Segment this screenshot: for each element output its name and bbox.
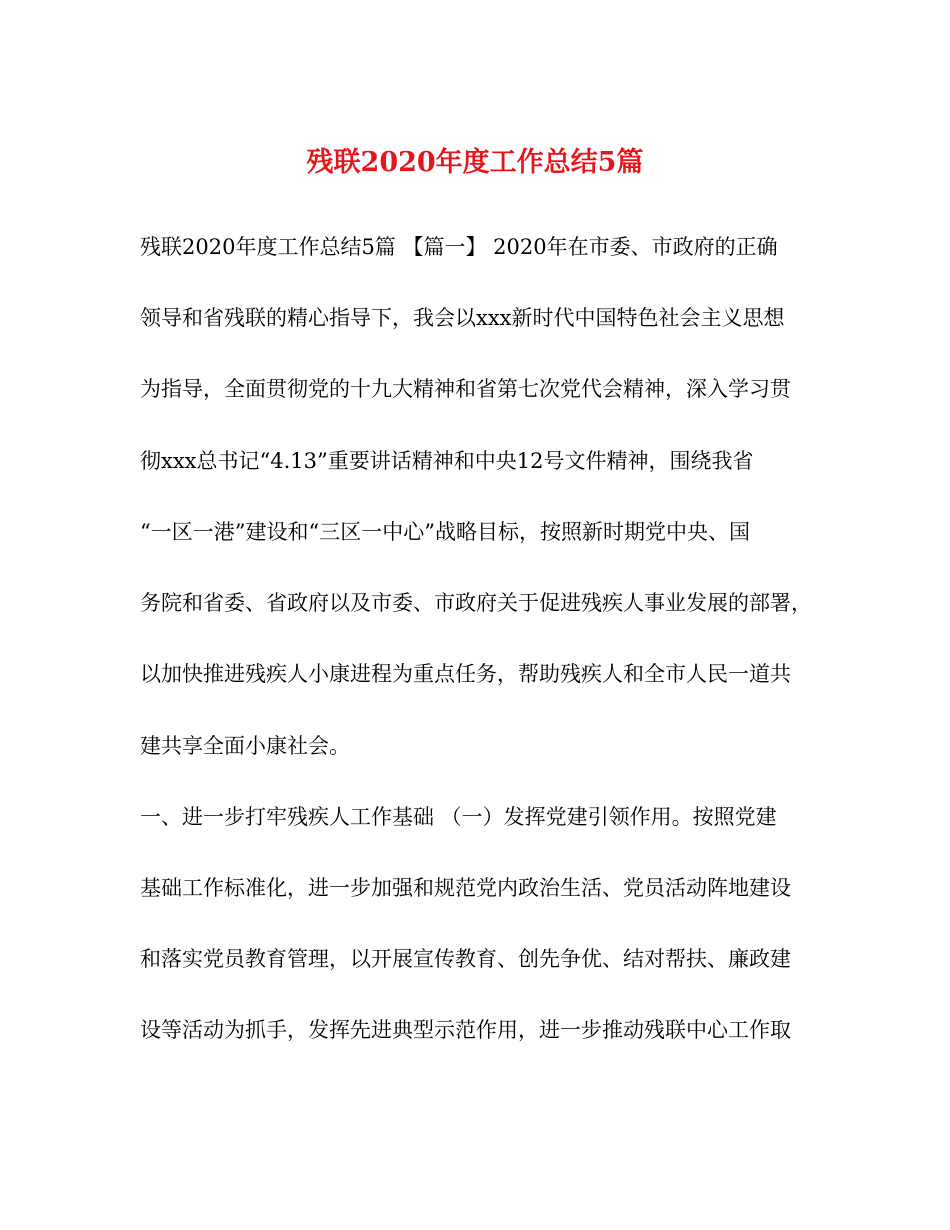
body-line: “一区一港”建设和“三区一中心”战略目标，按照新时期党中央、国 (140, 520, 750, 544)
body-line: 基础工作标准化，进一步加强和规范党内政治生活、党员活动阵地建设 (140, 876, 791, 900)
body-line: 设等活动为抓手，发挥先进典型示范作用，进一步推动残联中心工作取 (140, 1018, 791, 1042)
document-title: 残联2020年度工作总结5篇 (306, 147, 644, 178)
body-line: 领导和省残联的精心指导下，我会以xxx新时代中国特色社会主义思想 (140, 306, 785, 330)
body-line: 为指导，全面贯彻党的十九大精神和省第七次党代会精神，深入学习贯 (140, 377, 791, 401)
body-line: 一、进一步打牢残疾人工作基础 （一）发挥党建引领作用。按照党建 (140, 805, 777, 829)
body-line: 以加快推进残疾人小康进程为重点任务，帮助残疾人和全市人民一道共 (140, 662, 791, 686)
body-line: 残联2020年度工作总结5篇 【篇一】 2020年在市委、市政府的正确 (140, 235, 778, 259)
body-line: 务院和省委、省政府以及市委、市政府关于促进残疾人事业发展的部署， (140, 591, 812, 615)
body-line: 和落实党员教育管理，以开展宣传教育、创先争优、结对帮扶、廉政建 (140, 947, 791, 971)
body-line: 建共享全面小康社会。 (140, 734, 350, 758)
body-line: 彻xxx总书记“4.13”重要讲话精神和中央12号文件精神，围绕我省 (140, 449, 754, 473)
